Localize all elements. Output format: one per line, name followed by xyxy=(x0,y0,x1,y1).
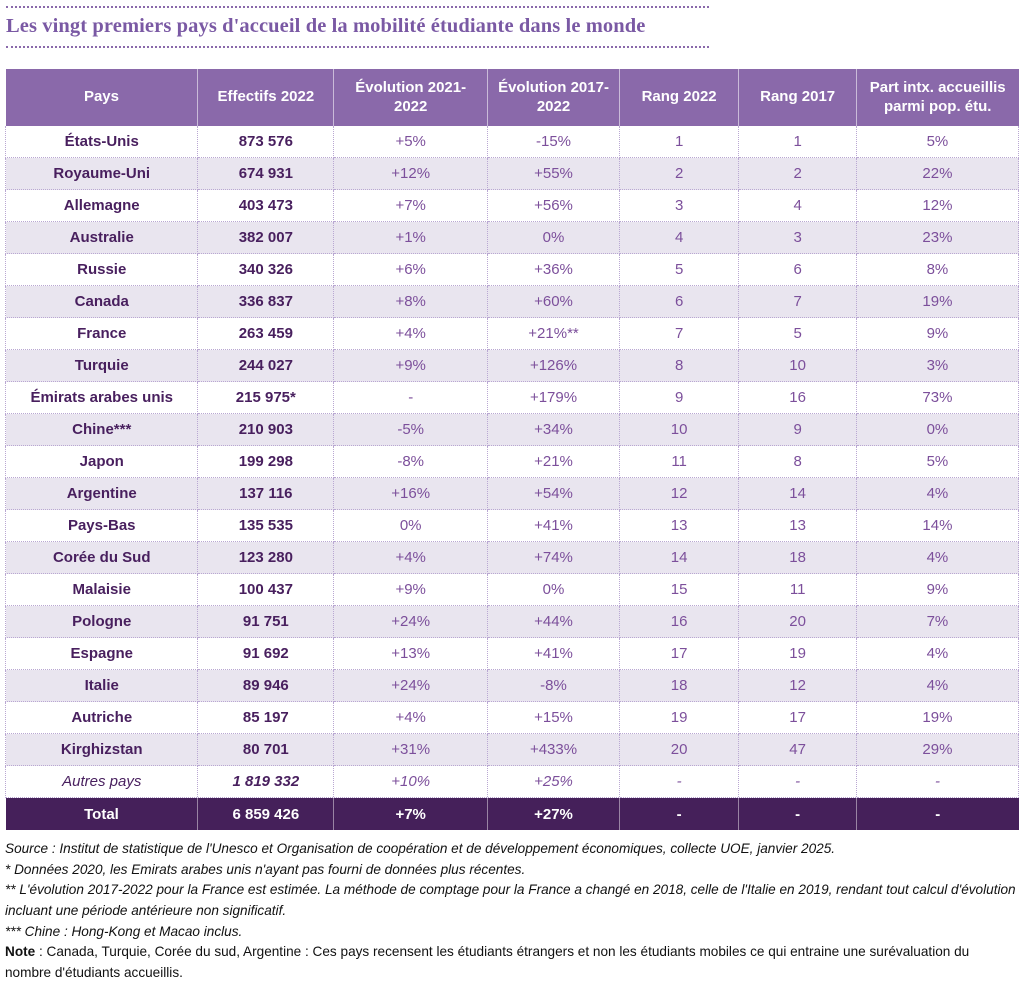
cell-evo-2021-2022: - xyxy=(334,382,488,414)
cell-pays: Russie xyxy=(6,254,198,286)
cell-part: - xyxy=(856,798,1018,831)
cell-evo-2021-2022: +7% xyxy=(334,190,488,222)
cell-evo-2021-2022: +9% xyxy=(334,350,488,382)
cell-evo-2017-2022: -15% xyxy=(488,126,620,158)
cell-part: 4% xyxy=(856,638,1018,670)
cell-rang-2017: 47 xyxy=(739,734,857,766)
cell-rang-2022: 6 xyxy=(619,286,739,318)
cell-part: 19% xyxy=(856,702,1018,734)
cell-effectifs: 336 837 xyxy=(198,286,334,318)
table-row xyxy=(6,158,1019,190)
table-body xyxy=(6,126,1019,830)
cell-effectifs: 137 116 xyxy=(198,478,334,510)
header-part-intx: Part intx. accueillis parmi pop. étu. xyxy=(856,69,1018,126)
table-row xyxy=(6,254,1019,286)
cell-pays: Autriche xyxy=(6,702,198,734)
cell-effectifs: 199 298 xyxy=(198,446,334,478)
cell-effectifs: 1 819 332 xyxy=(198,766,334,798)
cell-evo-2017-2022: +55% xyxy=(488,158,620,190)
table-row xyxy=(6,606,1019,638)
cell-evo-2017-2022: +21%** xyxy=(488,318,620,350)
cell-part: 9% xyxy=(856,318,1018,350)
cell-evo-2017-2022: 0% xyxy=(488,574,620,606)
cell-effectifs: 91 692 xyxy=(198,638,334,670)
cell-evo-2021-2022: -5% xyxy=(334,414,488,446)
cell-pays: France xyxy=(6,318,198,350)
title-block xyxy=(6,6,709,48)
cell-rang-2022: 20 xyxy=(619,734,739,766)
cell-rang-2017: 2 xyxy=(739,158,857,190)
cell-evo-2021-2022: +4% xyxy=(334,542,488,574)
cell-rang-2022: 5 xyxy=(619,254,739,286)
cell-part: 7% xyxy=(856,606,1018,638)
cell-rang-2022: 9 xyxy=(619,382,739,414)
cell-rang-2022: 2 xyxy=(619,158,739,190)
cell-rang-2022: - xyxy=(619,798,739,831)
cell-rang-2022: - xyxy=(619,766,739,798)
dotted-rule-bottom xyxy=(6,46,709,48)
table-row xyxy=(6,638,1019,670)
cell-evo-2017-2022: -8% xyxy=(488,670,620,702)
cell-pays: Pays-Bas xyxy=(6,510,198,542)
cell-evo-2021-2022: +24% xyxy=(334,670,488,702)
cell-evo-2017-2022: +41% xyxy=(488,638,620,670)
table-row xyxy=(6,670,1019,702)
dotted-rule-top xyxy=(6,6,709,8)
header-evolution-2021-2022: Évolution 2021-2022 xyxy=(334,69,488,126)
cell-evo-2021-2022: +1% xyxy=(334,222,488,254)
cell-pays: Allemagne xyxy=(6,190,198,222)
cell-rang-2017: 13 xyxy=(739,510,857,542)
table-row xyxy=(6,190,1019,222)
cell-evo-2017-2022: +126% xyxy=(488,350,620,382)
cell-evo-2021-2022: +4% xyxy=(334,702,488,734)
cell-rang-2022: 14 xyxy=(619,542,739,574)
cell-pays: Total xyxy=(6,798,198,831)
cell-part: 9% xyxy=(856,574,1018,606)
cell-rang-2022: 3 xyxy=(619,190,739,222)
total-row xyxy=(6,798,1019,831)
header-row xyxy=(6,69,1019,126)
cell-evo-2017-2022: +433% xyxy=(488,734,620,766)
cell-effectifs: 89 946 xyxy=(198,670,334,702)
cell-rang-2017: 16 xyxy=(739,382,857,414)
cell-evo-2017-2022: +15% xyxy=(488,702,620,734)
cell-effectifs: 340 326 xyxy=(198,254,334,286)
cell-effectifs: 123 280 xyxy=(198,542,334,574)
cell-evo-2017-2022: +56% xyxy=(488,190,620,222)
cell-rang-2022: 12 xyxy=(619,478,739,510)
note-line xyxy=(5,942,1019,983)
cell-effectifs: 80 701 xyxy=(198,734,334,766)
cell-rang-2017: 14 xyxy=(739,478,857,510)
cell-rang-2017: 18 xyxy=(739,542,857,574)
header-effectifs-2022: Effectifs 2022 xyxy=(198,69,334,126)
cell-evo-2017-2022: +25% xyxy=(488,766,620,798)
cell-rang-2022: 7 xyxy=(619,318,739,350)
cell-pays: Argentine xyxy=(6,478,198,510)
table-row xyxy=(6,574,1019,606)
cell-pays: Corée du Sud xyxy=(6,542,198,574)
table-row xyxy=(6,414,1019,446)
cell-rang-2022: 16 xyxy=(619,606,739,638)
cell-evo-2021-2022: +7% xyxy=(334,798,488,831)
header-rang-2022: Rang 2022 xyxy=(619,69,739,126)
table-header xyxy=(6,69,1019,126)
cell-part: 19% xyxy=(856,286,1018,318)
cell-pays: Turquie xyxy=(6,350,198,382)
cell-rang-2022: 15 xyxy=(619,574,739,606)
cell-rang-2017: 19 xyxy=(739,638,857,670)
cell-evo-2017-2022: +34% xyxy=(488,414,620,446)
cell-effectifs: 244 027 xyxy=(198,350,334,382)
cell-part: - xyxy=(856,766,1018,798)
note-label: Note xyxy=(5,944,36,960)
footnote-1: * Données 2020, les Emirats arabes unis n'ayant pas fourni de données plus récentes. xyxy=(5,861,526,877)
cell-effectifs: 382 007 xyxy=(198,222,334,254)
cell-part: 73% xyxy=(856,382,1018,414)
cell-rang-2017: 3 xyxy=(739,222,857,254)
cell-rang-2017: 6 xyxy=(739,254,857,286)
cell-pays: Japon xyxy=(6,446,198,478)
cell-part: 5% xyxy=(856,126,1018,158)
table-row xyxy=(6,542,1019,574)
cell-pays: Autres pays xyxy=(6,766,198,798)
cell-evo-2017-2022: +44% xyxy=(488,606,620,638)
header-evolution-2017-2022: Évolution 2017-2022 xyxy=(488,69,620,126)
cell-evo-2021-2022: +12% xyxy=(334,158,488,190)
table-row xyxy=(6,382,1019,414)
source-note: Source : Institut de statistique de l'Unesco et Organisation de coopération et de développement économiques, collecte UOE, janvier 2025. xyxy=(5,841,836,856)
cell-part: 29% xyxy=(856,734,1018,766)
cell-pays: Malaisie xyxy=(6,574,198,606)
cell-rang-2022: 18 xyxy=(619,670,739,702)
cell-part: 4% xyxy=(856,670,1018,702)
page-title: Les vingt premiers pays d'accueil de la mobilité étudiante dans le monde xyxy=(6,15,646,37)
cell-evo-2017-2022: +54% xyxy=(488,478,620,510)
cell-rang-2017: - xyxy=(739,798,857,831)
cell-part: 12% xyxy=(856,190,1018,222)
cell-evo-2021-2022: +8% xyxy=(334,286,488,318)
cell-rang-2022: 8 xyxy=(619,350,739,382)
cell-effectifs: 674 931 xyxy=(198,158,334,190)
cell-rang-2017: 8 xyxy=(739,446,857,478)
cell-effectifs: 403 473 xyxy=(198,190,334,222)
cell-rang-2022: 1 xyxy=(619,126,739,158)
cell-part: 3% xyxy=(856,350,1018,382)
cell-rang-2017: 9 xyxy=(739,414,857,446)
header-pays: Pays xyxy=(6,69,198,126)
cell-rang-2017: 7 xyxy=(739,286,857,318)
cell-evo-2021-2022: +6% xyxy=(334,254,488,286)
cell-evo-2017-2022: +41% xyxy=(488,510,620,542)
cell-part: 22% xyxy=(856,158,1018,190)
cell-part: 8% xyxy=(856,254,1018,286)
cell-rang-2022: 17 xyxy=(619,638,739,670)
footnote-2: ** L'évolution 2017-2022 pour la France est estimée. La méthode de comptage pour la France a changé en 2018, celle de l'Italie en 2019, rendant tout calcul d'évolution incluant une période antérieure non significatif. xyxy=(5,882,1016,918)
cell-effectifs: 210 903 xyxy=(198,414,334,446)
cell-evo-2021-2022: +13% xyxy=(334,638,488,670)
cell-evo-2021-2022: -8% xyxy=(334,446,488,478)
cell-pays: Italie xyxy=(6,670,198,702)
cell-evo-2021-2022: +9% xyxy=(334,574,488,606)
cell-effectifs: 91 751 xyxy=(198,606,334,638)
cell-rang-2022: 10 xyxy=(619,414,739,446)
cell-pays: Émirats arabes unis xyxy=(6,382,198,414)
cell-pays: Australie xyxy=(6,222,198,254)
cell-pays: Chine*** xyxy=(6,414,198,446)
cell-evo-2021-2022: +31% xyxy=(334,734,488,766)
cell-pays: Royaume-Uni xyxy=(6,158,198,190)
table-row xyxy=(6,126,1019,158)
table-row xyxy=(6,446,1019,478)
cell-rang-2017: 5 xyxy=(739,318,857,350)
cell-rang-2022: 19 xyxy=(619,702,739,734)
cell-rang-2022: 11 xyxy=(619,446,739,478)
cell-rang-2022: 4 xyxy=(619,222,739,254)
cell-rang-2017: 10 xyxy=(739,350,857,382)
cell-rang-2017: 20 xyxy=(739,606,857,638)
cell-part: 23% xyxy=(856,222,1018,254)
cell-effectifs: 85 197 xyxy=(198,702,334,734)
cell-rang-2017: 1 xyxy=(739,126,857,158)
table-row xyxy=(6,350,1019,382)
cell-part: 5% xyxy=(856,446,1018,478)
page xyxy=(5,0,1019,984)
cell-rang-2017: 11 xyxy=(739,574,857,606)
footnote-3: *** Chine : Hong-Kong et Macao inclus. xyxy=(5,923,243,939)
cell-effectifs: 135 535 xyxy=(198,510,334,542)
note-text: : Canada, Turquie, Corée du sud, Argentine : Ces pays recensent les étudiants étrangers et non les étudiants mobiles ce qui entraine une surévaluation du nombre d'étudiants accueillis. xyxy=(5,944,970,980)
cell-evo-2017-2022: +36% xyxy=(488,254,620,286)
cell-rang-2017: - xyxy=(739,766,857,798)
cell-pays: Espagne xyxy=(6,638,198,670)
cell-part: 4% xyxy=(856,542,1018,574)
cell-evo-2017-2022: +21% xyxy=(488,446,620,478)
cell-rang-2017: 4 xyxy=(739,190,857,222)
cell-effectifs: 263 459 xyxy=(198,318,334,350)
cell-evo-2017-2022: +60% xyxy=(488,286,620,318)
autres-pays-row xyxy=(6,766,1019,798)
cell-evo-2021-2022: +4% xyxy=(334,318,488,350)
cell-evo-2017-2022: +179% xyxy=(488,382,620,414)
cell-rang-2022: 13 xyxy=(619,510,739,542)
table-row xyxy=(6,734,1019,766)
cell-effectifs: 215 975* xyxy=(198,382,334,414)
cell-evo-2017-2022: 0% xyxy=(488,222,620,254)
cell-pays: Kirghizstan xyxy=(6,734,198,766)
cell-effectifs: 6 859 426 xyxy=(198,798,334,831)
cell-part: 4% xyxy=(856,478,1018,510)
footnotes xyxy=(5,839,1019,984)
cell-evo-2021-2022: +10% xyxy=(334,766,488,798)
cell-rang-2017: 17 xyxy=(739,702,857,734)
cell-effectifs: 100 437 xyxy=(198,574,334,606)
table-row xyxy=(6,286,1019,318)
cell-pays: Pologne xyxy=(6,606,198,638)
table-row xyxy=(6,510,1019,542)
table-row xyxy=(6,478,1019,510)
header-rang-2017: Rang 2017 xyxy=(739,69,857,126)
cell-effectifs: 873 576 xyxy=(198,126,334,158)
cell-rang-2017: 12 xyxy=(739,670,857,702)
cell-pays: États-Unis xyxy=(6,126,198,158)
cell-evo-2021-2022: 0% xyxy=(334,510,488,542)
cell-evo-2017-2022: +74% xyxy=(488,542,620,574)
cell-evo-2017-2022: +27% xyxy=(488,798,620,831)
cell-part: 14% xyxy=(856,510,1018,542)
table-row xyxy=(6,222,1019,254)
cell-part: 0% xyxy=(856,414,1018,446)
table-row xyxy=(6,318,1019,350)
table-row xyxy=(6,702,1019,734)
student-mobility-table xyxy=(5,69,1019,830)
cell-evo-2021-2022: +5% xyxy=(334,126,488,158)
cell-evo-2021-2022: +16% xyxy=(334,478,488,510)
cell-pays: Canada xyxy=(6,286,198,318)
cell-evo-2021-2022: +24% xyxy=(334,606,488,638)
